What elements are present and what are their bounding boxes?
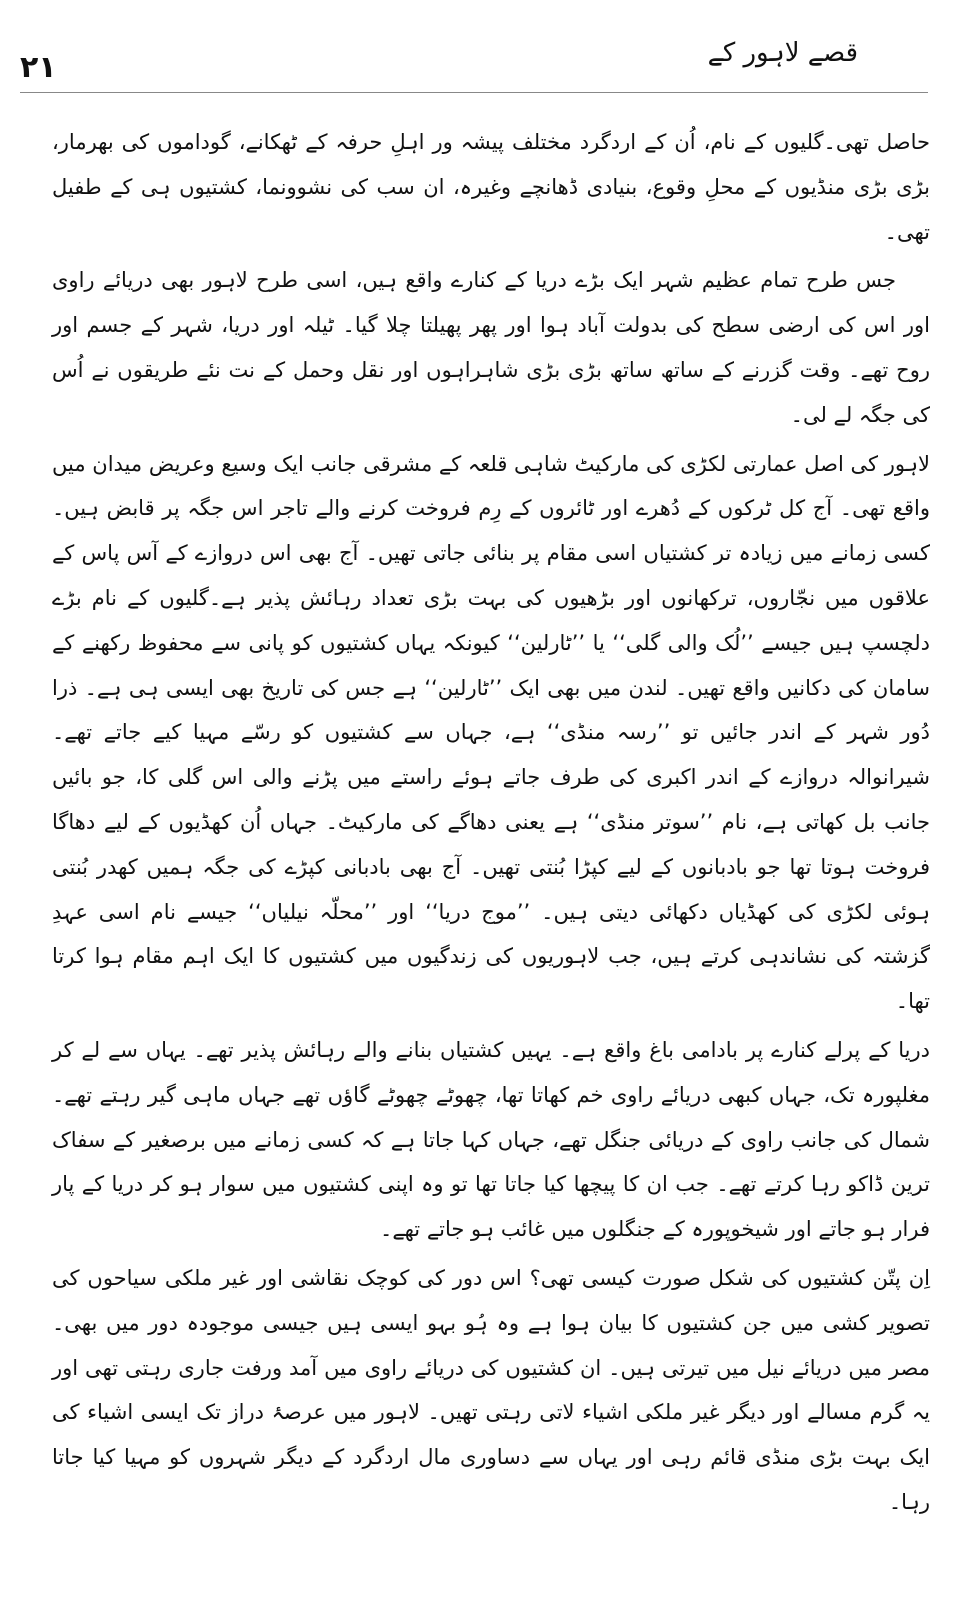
- paragraph: حاصل تھی۔گلیوں کے نام، اُن کے اردگرد مختلف پیشہ ور اہلِ حرفہ کے ٹھکانے، گوداموں کی بھرمار، بڑی بڑی منڈیوں کے محلِ وقوع، بنیادی ڈھانچے وغیرہ، ان سب کی نشوونما، کشتیوں ہی کے طفیل تھی۔: [52, 130, 930, 244]
- header-divider: [20, 92, 928, 93]
- paragraph: جس طرح تمام عظیم شہر ایک بڑے دریا کے کنارے واقع ہیں، اسی طرح لاہور بھی دریائے راوی اور اس کی ارضی سطح کی بدولت آباد ہوا اور پھر پھیلتا چلا گیا۔ ٹیلہ اور دریا، شہر کے جسم اور روح تھے۔ وقت گزرنے کے ساتھ ساتھ بڑی بڑی شاہراہوں اور نقل وحمل کے نت نئے طریقوں نے اُس کی جگہ لے لی۔: [52, 268, 930, 427]
- paragraph: لاہور کی اصل عمارتی لکڑی کی مارکیٹ شاہی قلعہ کے مشرقی جانب ایک وسیع وعریض میدان میں واقع تھی۔ آج کل ٹرکوں کے دُھرے اور ٹائروں کے رِم فروخت کرنے والے تاجر اس جگہ پر قابض ہیں۔ کسی زمانے میں زیادہ تر کشتیاں اسی مقام پر بنائی جاتی تھیں۔ آج بھی اس دروازے کے آس پاس کے علاقوں میں نجّاروں، ترکھانوں اور بڑھیوں کی بہت بڑی تعداد رہائش پذیر ہے۔گلیوں کے نام بڑے دلچسپ ہیں جیسے ’’لُک والی گلی‘‘ یا ’’ٹارلین‘‘ کیونکہ یہاں کشتیوں کو پانی سے محفوظ رکھنے کے سامان کی دکانیں واقع تھیں۔ لندن میں بھی ایک ’’ٹارلین‘‘ ہے جس کی تاریخ بھی ایسی ہی ہے۔ ذرا دُور شہر کے اندر جائیں تو ’’رسہ منڈی‘‘ ہے، جہاں سے کشتیوں کو رسّے مہیا کیے جاتے تھے۔ شیرانوالہ دروازے کے اندر اکبری کی طرف جاتے ہوئے راستے میں پڑنے والی اس گلی کا، جو بائیں جانب بل کھاتی ہے، نام ’’سوتر منڈی‘‘ ہے یعنی دھاگے کی مارکیٹ۔ جہاں اُن کھڈیوں کے لیے دھاگا فروخت ہوتا تھا جو بادبانوں کے لیے کپڑا بُنتی تھیں۔ آج بھی بادبانی کپڑے کی جگہ ہمیں کھدر بُنتی ہوئی لکڑی کی کھڈیاں دکھائی دیتی ہیں۔ ’’موج دریا‘‘ اور ’’محلّہ نیلیاں‘‘ جیسے نام اسی عہدِ گزشتہ کی نشاندہی کرتے ہیں، جب لاہوریوں کی زندگیوں میں کشتیوں کا ایک اہم مقام ہوا کرتا تھا۔: [52, 451, 930, 1014]
- paragraph: دریا کے پرلے کنارے پر بادامی باغ واقع ہے۔ یہیں کشتیاں بنانے والے رہائش پذیر تھے۔ یہاں سے لے کر مغلپورہ تک، جہاں کبھی دریائے راوی خم کھاتا تھا، چھوٹے چھوٹے گاؤں تھے جہاں ماہی گیر رہتے تھے۔ شمال کی جانب راوی کے دریائی جنگل تھے، جہاں کہا جاتا ہے کہ کسی زمانے میں برصغیر کے سفاک ترین ڈاکو رہا کرتے تھے۔ جب ان کا پیچھا کیا جاتا تھا تو وہ اپنی کشتیوں میں سوار ہو کر دریا کے پار فرار ہو جاتے اور شیخوپورہ کے جنگلوں میں غائب ہو جاتے تھے۔: [52, 1037, 930, 1242]
- paragraph: اِن پتّن کشتیوں کی شکل صورت کیسی تھی؟ اس دور کی کوچک نقاشی اور غیر ملکی سیاحوں کی تصویر کشی میں جن کشتیوں کا بیان ہوا ہے وہ ہُو بہو ایسی ہیں جیسی موجودہ دور میں بھی۔ مصر میں دریائے نیل میں تیرتی ہیں۔ ان کشتیوں کی دریائے راوی میں آمد ورفت جاری رہتی تھی اور یہ گرم مسالے اور دیگر غیر ملکی اشیاء لاتی رہتی تھیں۔ لاہور میں عرصۂ دراز تک ایسی اشیاء کی ایک بہت بڑی منڈی قائم رہی اور یہاں سے دساوری مال اردگرد کے دیگر شہروں کو مہیا کیا جاتا رہا۔: [52, 1265, 930, 1514]
- body-text: [52, 120, 930, 1529]
- running-title: قصے لاہور کے: [707, 38, 858, 68]
- page-number: ۲۱: [20, 50, 57, 85]
